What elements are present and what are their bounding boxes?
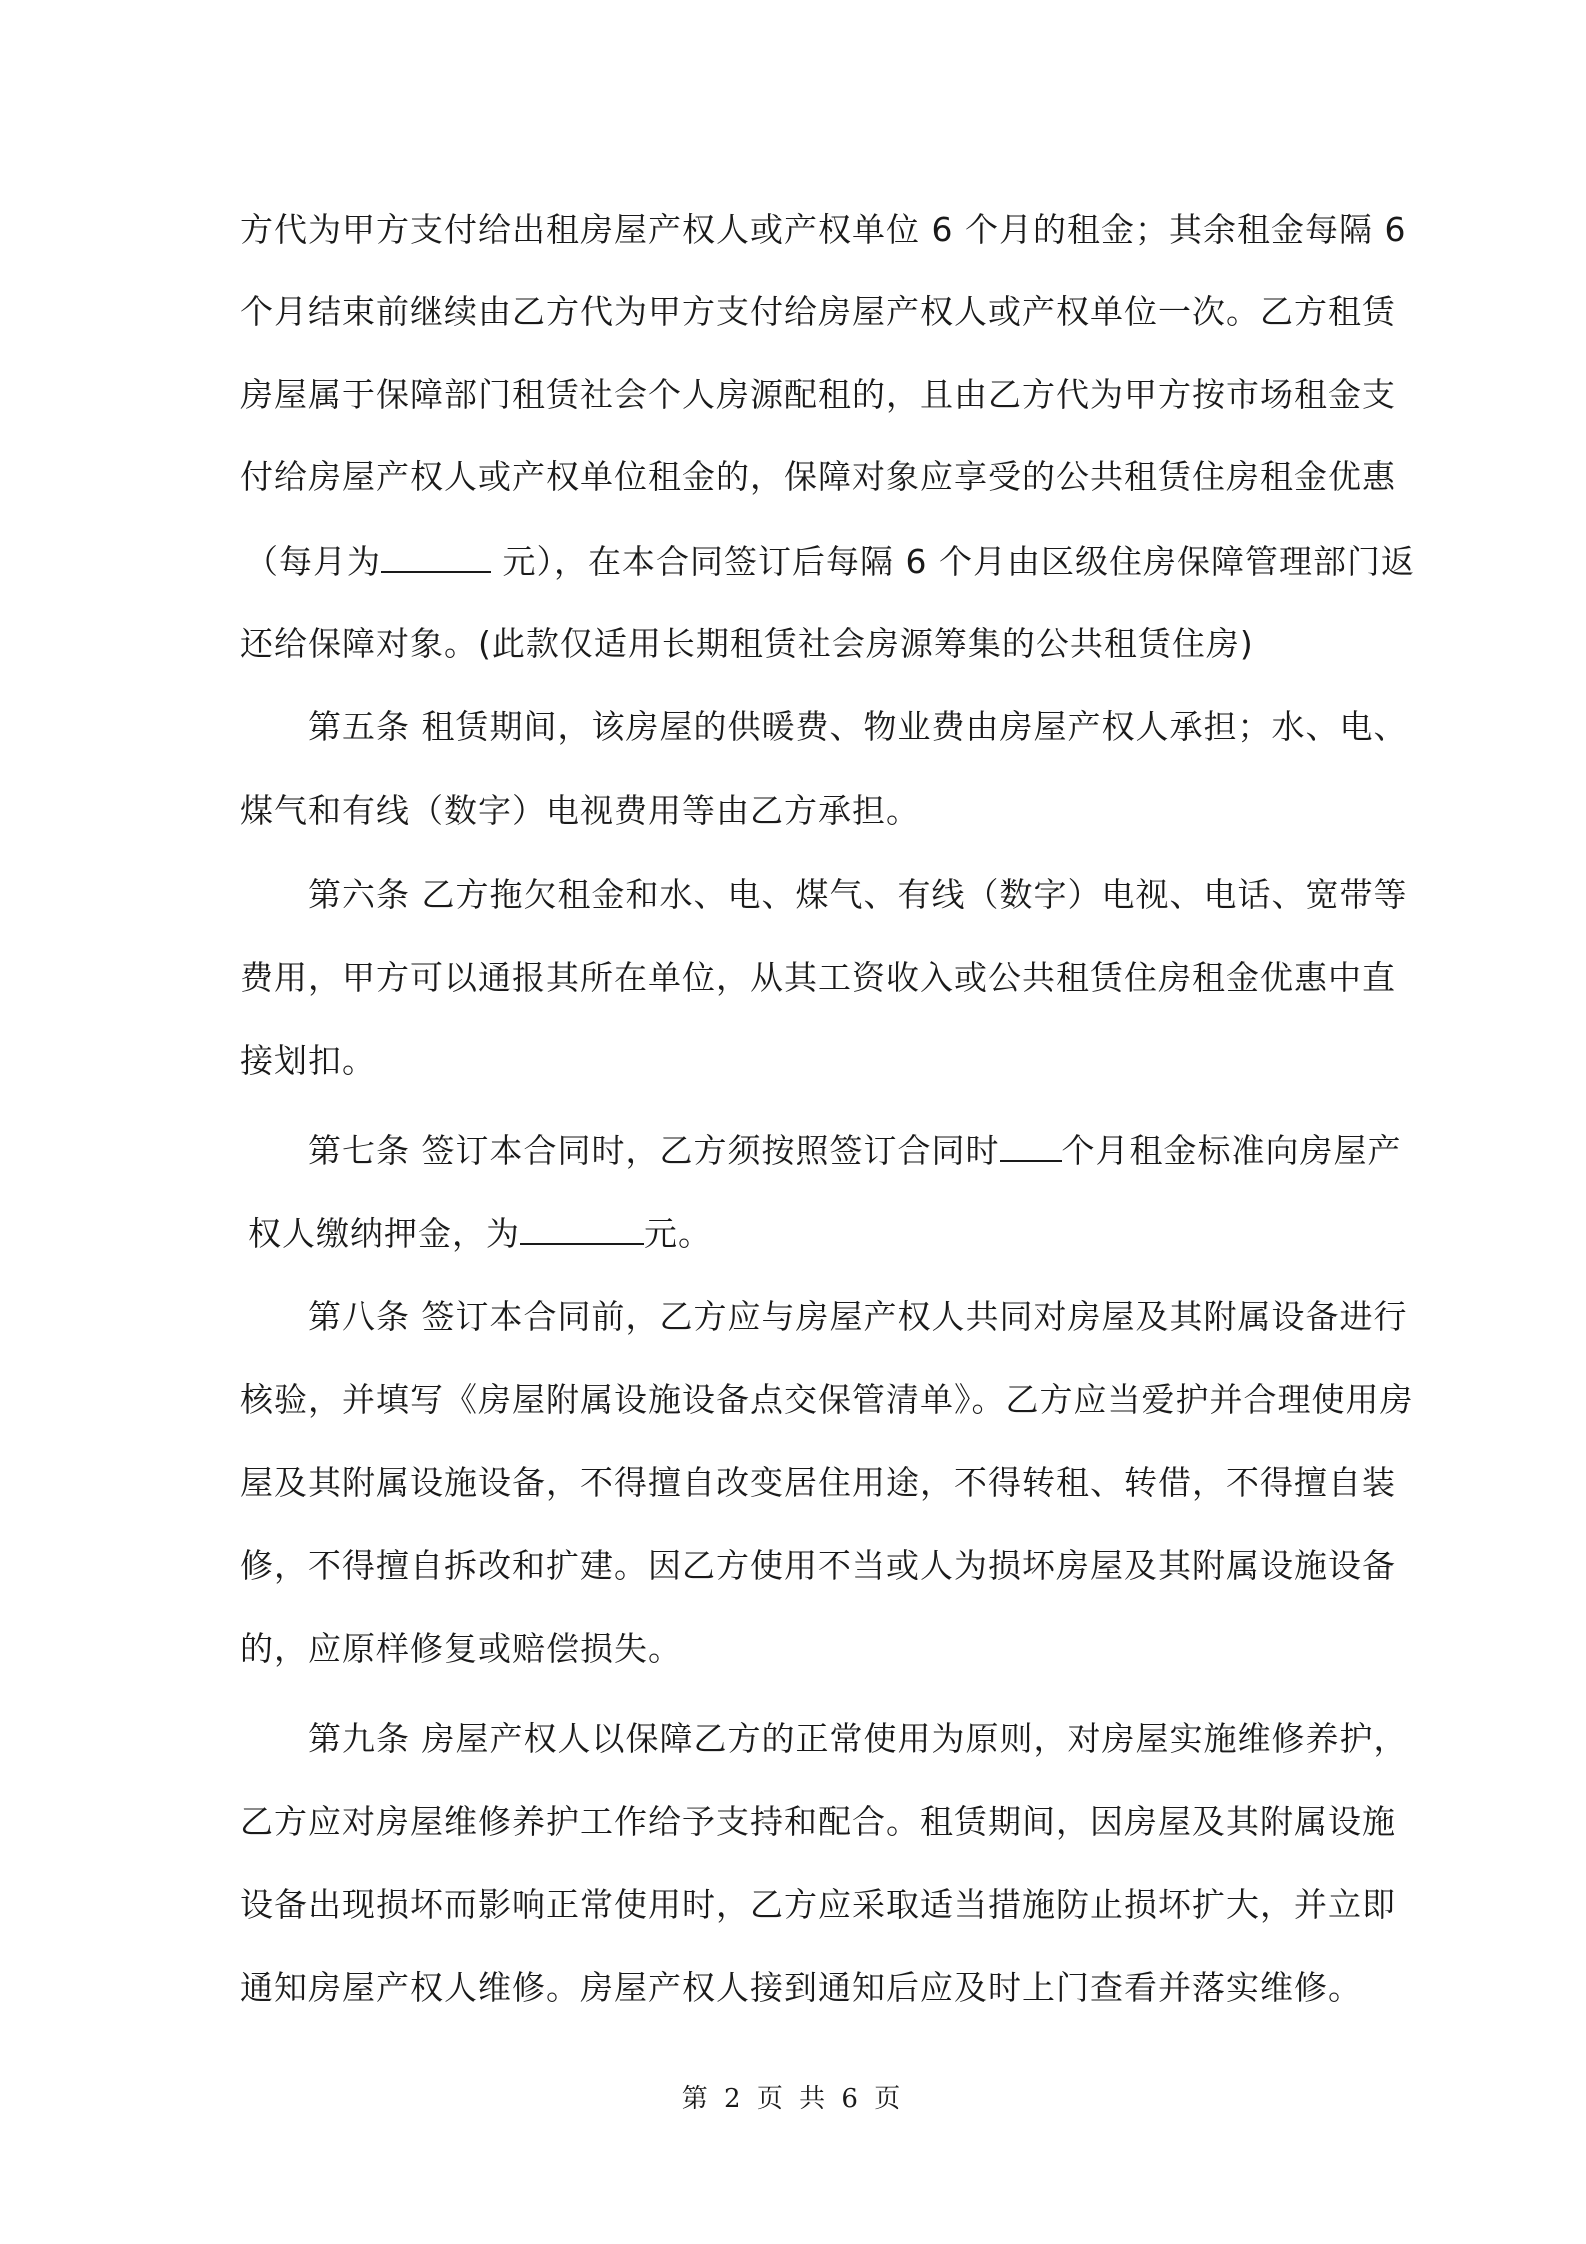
article-7-heading-line: [308, 1128, 1402, 1173]
text-segment: 权人缴纳押金，为: [248, 1214, 520, 1253]
article-5-heading-line: 第五条 租赁期间，该房屋的供暖费、物业费由房屋产权人承担；水、电、: [308, 707, 1408, 746]
text-segment: 个月租金标准向房屋产: [1061, 1131, 1402, 1170]
fill-in-blank: [381, 539, 491, 573]
text-line: 乙方应对房屋维修养护工作给予支持和配合。租赁期间，因房屋及其附属设施: [240, 1802, 1396, 1841]
fill-in-blank: [520, 1211, 644, 1245]
text-segment: 第七条 签订本合同时，乙方须按照签订合同时: [308, 1131, 1000, 1170]
text-line: 屋及其附属设施设备，不得擅自改变居住用途，不得转租、转借，不得擅自装: [240, 1463, 1396, 1502]
text-line: 付给房屋产权人或产权单位租金的，保障对象应享受的公共租赁住房租金优惠: [240, 457, 1396, 496]
text-segment: 元），在本合同签订后每隔 6 个月由区级住房保障管理部门返: [502, 542, 1415, 581]
text-line: 接划扣。: [240, 1041, 376, 1080]
text-line: 方代为甲方支付给出租房屋产权人或产权单位 6 个月的租金；其余租金每隔 6: [240, 210, 1407, 249]
text-line: 设备出现损坏而影响正常使用时，乙方应采取适当措施防止损坏扩大，并立即: [240, 1885, 1396, 1924]
text-segment: （每月为: [245, 542, 381, 581]
article-9-heading-line: 第九条 房屋产权人以保障乙方的正常使用为原则，对房屋实施维修养护，: [308, 1719, 1408, 1758]
text-line: 个月结束前继续由乙方代为甲方支付给房屋产权人或产权单位一次。乙方租赁: [240, 292, 1396, 331]
text-line: 核验，并填写《房屋附属设施设备点交保管清单》。乙方应当爱护并合理使用房: [240, 1380, 1414, 1419]
text-line: 的，应原样修复或赔偿损失。: [240, 1629, 682, 1668]
text-line: 修，不得擅自拆改和扩建。因乙方使用不当或人为损坏房屋及其附属设施设备: [240, 1546, 1396, 1585]
text-line: 煤气和有线（数字）电视费用等由乙方承担。: [240, 791, 920, 830]
text-line: 还给保障对象。(此款仅适用长期租赁社会房源筹集的公共租赁住房): [240, 624, 1254, 663]
fill-in-blank: [1000, 1128, 1062, 1162]
text-line-with-blank: [245, 539, 1415, 584]
article-8-heading-line: 第八条 签订本合同前，乙方应与房屋产权人共同对房屋及其附属设备进行: [308, 1297, 1408, 1336]
text-line: 房屋属于保障部门租赁社会个人房源配租的，且由乙方代为甲方按市场租金支: [240, 375, 1396, 414]
text-segment: 元。: [644, 1214, 712, 1253]
page-number-footer: 第 2 页 共 6 页: [681, 2084, 905, 2114]
text-line-with-blank: [248, 1211, 712, 1256]
article-6-heading-line: 第六条 乙方拖欠租金和水、电、煤气、有线（数字）电视、电话、宽带等: [308, 875, 1408, 914]
text-line: 费用，甲方可以通报其所在单位，从其工资收入或公共租赁住房租金优惠中直: [240, 958, 1396, 997]
text-line: 通知房屋产权人维修。房屋产权人接到通知后应及时上门查看并落实维修。: [240, 1968, 1362, 2007]
